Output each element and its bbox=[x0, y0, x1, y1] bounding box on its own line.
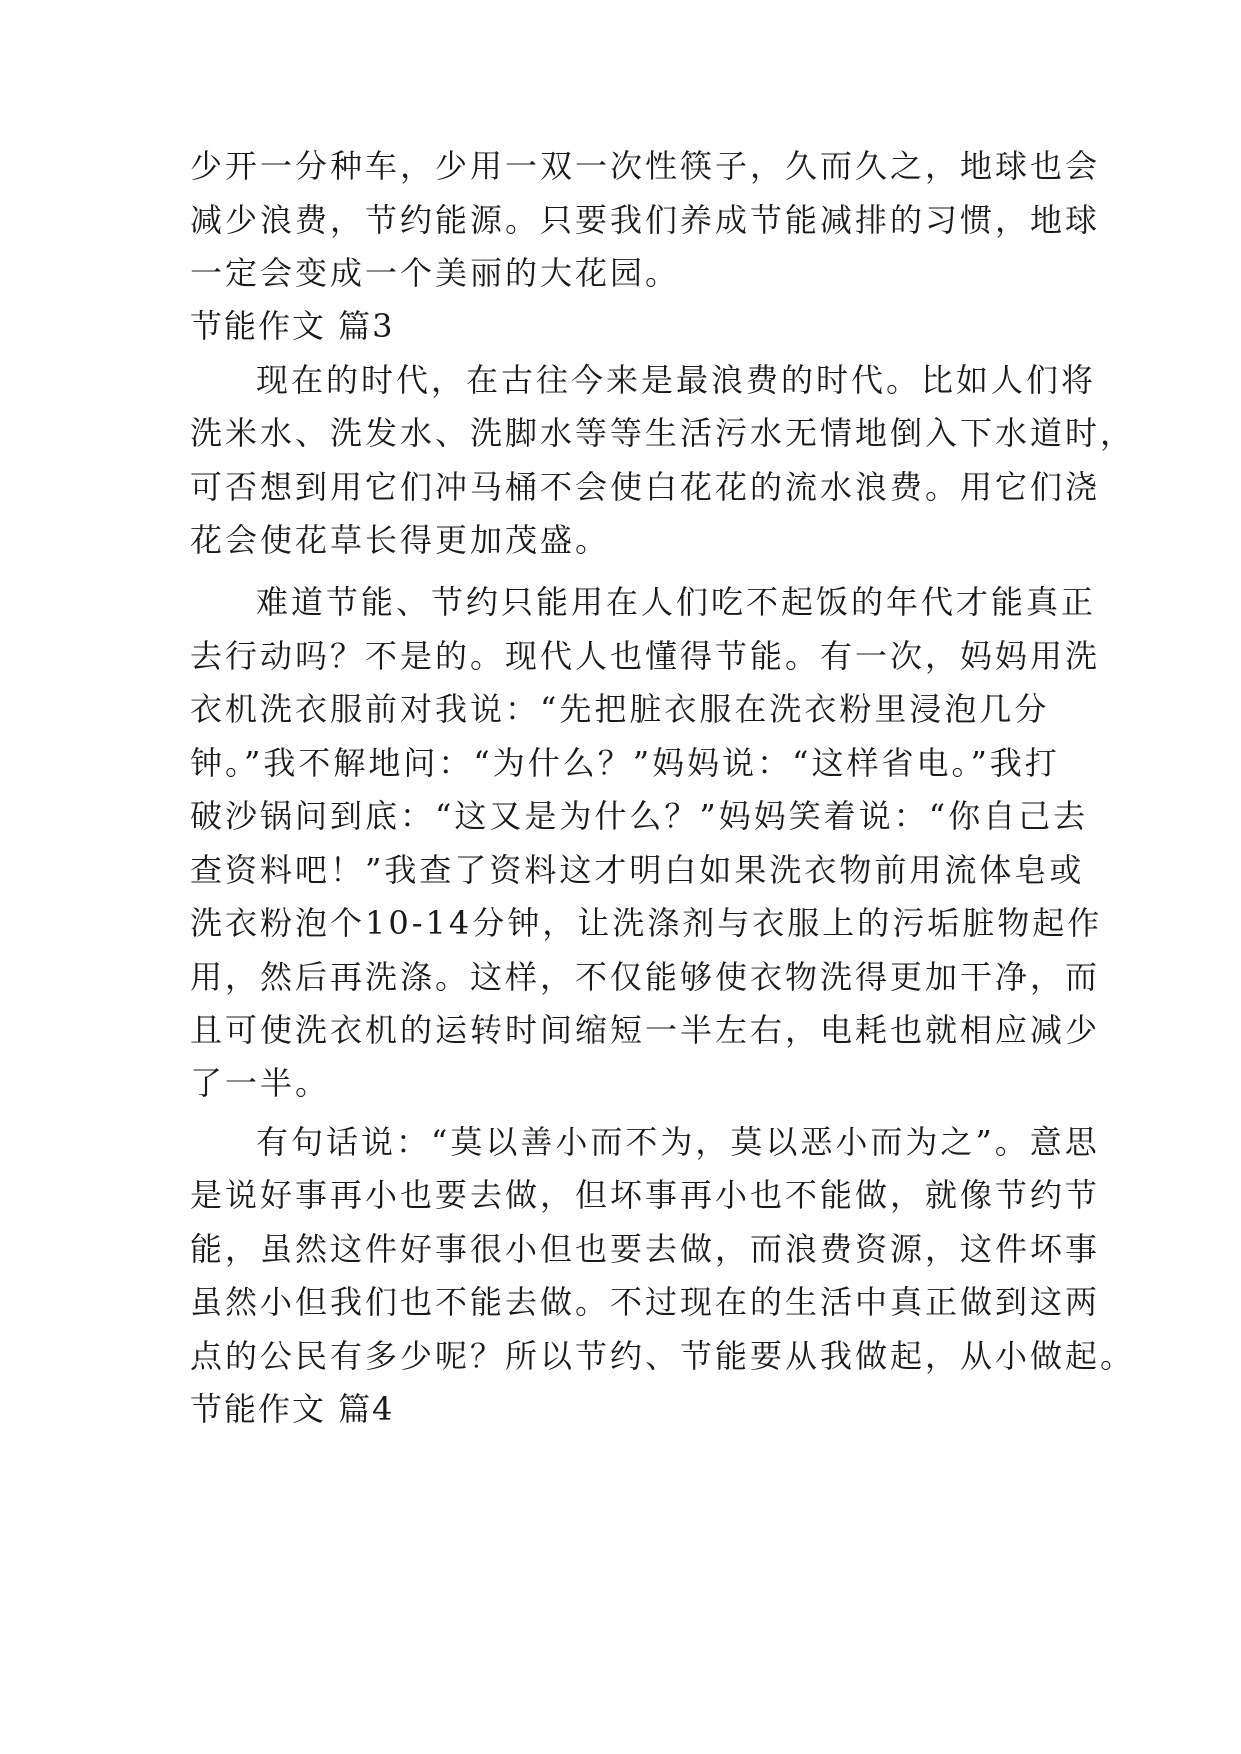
text-line: 衣机洗衣服前对我说：“先把脏衣服在洗衣粉里浸泡几分 bbox=[190, 690, 1050, 728]
text-line: 破沙锅问到底：“这又是为什么？”妈妈笑着说：“你自己去 bbox=[190, 797, 1089, 835]
text-line: 能，虽然这件好事很小但也要去做，而浪费资源，这件坏事 bbox=[190, 1230, 1101, 1268]
text-line: 去行动吗？不是的。现代人也懂得节能。有一次，妈妈用洗 bbox=[190, 637, 1101, 675]
section-heading: 节能作文 篇4 bbox=[190, 1390, 395, 1428]
text-line: 是说好事再小也要去做，但坏事再小也不能做，就像节约节 bbox=[190, 1176, 1101, 1214]
text-line: 洗衣粉泡个10-14分钟，让洗涤剂与衣服上的污垢脏物起作 bbox=[190, 904, 1103, 942]
text-line: 且可使洗衣机的运转时间缩短一半左右，电耗也就相应减少 bbox=[190, 1011, 1101, 1049]
text-line: 少开一分种车，少用一双一次性筷子，久而久之，地球也会 bbox=[190, 147, 1101, 185]
text-line: 现在的时代，在古往今来是最浪费的时代。比如人们将 bbox=[256, 361, 1097, 399]
text-line: 钟。”我不解地问：“为什么？”妈妈说：“这样省电。”我打 bbox=[190, 744, 1060, 782]
text-line: 一定会变成一个美丽的大花园。 bbox=[190, 254, 681, 292]
text-line: 可否想到用它们冲马桶不会使白花花的流水浪费。用它们浇 bbox=[190, 468, 1101, 506]
text-line: 虽然小但我们也不能去做。不过现在的生活中真正做到这两 bbox=[190, 1283, 1101, 1321]
text-line: 查资料吧！”我查了资料这才明白如果洗衣物前用流体皂或 bbox=[190, 851, 1085, 889]
text-line: 洗米水、洗发水、洗脚水等等生活污水无情地倒入下水道时， bbox=[190, 414, 1136, 452]
text-line: 了一半。 bbox=[190, 1064, 331, 1102]
text-line: 用，然后再洗涤。这样，不仅能够使衣物洗得更加干净，而 bbox=[190, 958, 1101, 996]
text-line: 点的公民有多少呢？所以节约、节能要从我做起，从小做起。 bbox=[190, 1337, 1136, 1375]
text-line: 难道节能、节约只能用在人们吃不起饭的年代才能真正 bbox=[256, 583, 1097, 621]
section-heading: 节能作文 篇3 bbox=[190, 307, 395, 345]
text-line: 花会使花草长得更加茂盛。 bbox=[190, 521, 611, 559]
text-line: 减少浪费，节约能源。只要我们养成节能减排的习惯，地球 bbox=[190, 201, 1101, 239]
text-line: 有句话说：“莫以善小而不为，莫以恶小而为之”。意思 bbox=[256, 1123, 1100, 1161]
